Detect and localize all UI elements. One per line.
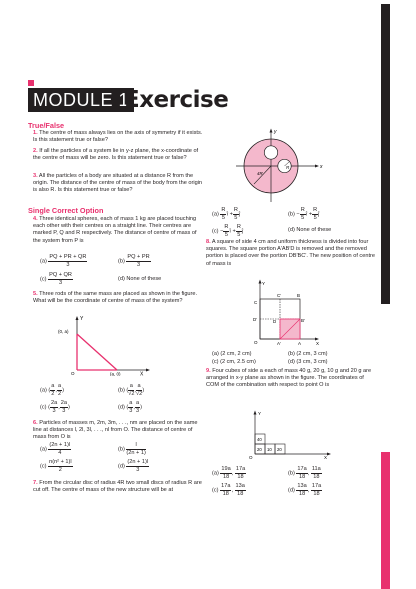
denominator: 3 bbox=[52, 407, 56, 414]
option-label: (b) bbox=[288, 470, 295, 477]
option-label: (d) bbox=[118, 463, 125, 470]
numerator: (2n + 1)l bbox=[127, 459, 149, 465]
y-arrow bbox=[270, 129, 273, 133]
denominator: 18 bbox=[237, 490, 244, 497]
numerator: R bbox=[221, 207, 226, 213]
q9-option-d: (d) $\frac{13a}{18}$ , $\frac{17a}{18}$ bbox=[288, 483, 322, 497]
numerator: PQ + PR + QR bbox=[49, 254, 87, 260]
q4-option-c bbox=[40, 272, 73, 286]
denominator: 3 bbox=[136, 261, 141, 268]
point-right-label: (a, 0) bbox=[110, 371, 121, 376]
numerator: 11a bbox=[311, 466, 321, 472]
denominator: 18 bbox=[313, 473, 320, 480]
denominator: 18 bbox=[237, 473, 244, 480]
fraction bbox=[48, 442, 71, 456]
q7-option-c: (c) − $\frac{R}{5}$ î + $\frac{R}{5}$ ĵ bbox=[212, 224, 244, 238]
label-c-prime: C′ bbox=[277, 293, 282, 298]
numerator: 17a bbox=[221, 483, 231, 489]
x-label: X bbox=[140, 371, 144, 376]
q7-disc-figure bbox=[228, 128, 338, 204]
fraction bbox=[220, 207, 226, 221]
numerator: 17a bbox=[235, 466, 246, 472]
question-number: 9. bbox=[206, 368, 211, 374]
fraction bbox=[126, 254, 150, 268]
sign: − bbox=[296, 211, 300, 218]
q7-option-a: (a) $\frac{R}{5}$ î + $\frac{R}{5}$ ĵ bbox=[212, 207, 241, 221]
question-number: 5. bbox=[33, 291, 38, 297]
question-1 bbox=[33, 130, 203, 144]
question-text: Particles of masses m, 2m, 3m, . . ., nm are placed on the same line at distances l, 2l, 3l, . . ., nl from O. The distance of centre of mass from O is bbox=[33, 420, 198, 441]
question-text: A square of side 4 cm and uniform thickness is divided into four squares. The square portion A′ABʹD is removed and the removed portion is placed over the portion DB′BC′. The new position of centre of mass is bbox=[206, 239, 375, 267]
question-text: All the particles of a body are situated at a distance R from the origin. The distance of the centre of mass of the body from the origin is also R. Is this statement true or false? bbox=[33, 173, 203, 194]
denominator: 3 bbox=[136, 466, 140, 473]
denominator: 3 bbox=[129, 407, 133, 414]
module-label: MODULE 1 bbox=[28, 88, 134, 112]
question-2 bbox=[33, 148, 203, 162]
q6-option-a bbox=[40, 442, 71, 456]
denominator: 18 bbox=[222, 490, 229, 497]
point-top-label: (0, a) bbox=[58, 329, 69, 334]
sign: + bbox=[229, 211, 233, 218]
q4-option-b bbox=[118, 254, 151, 268]
q4-option-a bbox=[40, 254, 87, 268]
y-label: Y bbox=[262, 281, 266, 286]
y-label: Y bbox=[80, 316, 84, 322]
numerator: a bbox=[137, 383, 141, 389]
question-4 bbox=[33, 216, 203, 245]
fraction bbox=[296, 466, 307, 480]
numerator: 2a bbox=[50, 400, 58, 406]
q5-option-a: (a) ( $\frac{a}{2}$ , $\frac{a}{2}$ ) bbox=[40, 383, 64, 397]
mass-3: 20 bbox=[277, 447, 282, 452]
option-label: (d) bbox=[118, 404, 125, 411]
numerator: 19a bbox=[221, 466, 231, 472]
question-text: From the circular disc of radius 4R two small discs of radius R are cut off. The centre of mass of the new structure will be at bbox=[33, 480, 202, 494]
fraction bbox=[235, 483, 246, 497]
numerator: R bbox=[313, 207, 318, 213]
fraction bbox=[48, 272, 73, 286]
question-number: 1. bbox=[33, 130, 38, 136]
diagonal-rod bbox=[77, 334, 117, 370]
option-label: (b) bbox=[288, 211, 295, 218]
question-number: 7. bbox=[33, 480, 38, 486]
fraction bbox=[48, 459, 73, 473]
fraction bbox=[312, 207, 318, 221]
section-single-correct: Single Correct Option bbox=[28, 206, 104, 215]
q5-option-b: (b) ( $\frac{a}{√2}$ , $\frac{a}{√2}$ ) bbox=[118, 383, 145, 397]
module-marker-square bbox=[28, 80, 34, 86]
denominator: (2n + 1) bbox=[126, 449, 146, 456]
origin-label: O bbox=[71, 371, 75, 376]
numerator: n(n² + 1)l bbox=[49, 459, 72, 465]
denominator: 2 bbox=[51, 390, 55, 397]
fraction bbox=[235, 466, 246, 480]
fraction bbox=[60, 400, 68, 414]
x-arrow bbox=[327, 453, 331, 456]
question-text: The centre of mass always lies on the axis of symmetry if it exists. Is this statement true or false? bbox=[33, 130, 203, 144]
question-text: Three rods of the same mass are placed as shown in the figure. What will be the coordinate of centre of mass of the system? bbox=[33, 291, 198, 305]
denominator: 3 bbox=[58, 279, 63, 286]
option-label: (a) bbox=[212, 211, 219, 218]
fraction bbox=[300, 207, 306, 221]
fraction bbox=[57, 383, 62, 397]
numerator: R bbox=[224, 224, 229, 230]
label-b: B bbox=[297, 293, 301, 298]
question-8 bbox=[206, 239, 378, 268]
radius-r-label: R bbox=[286, 165, 290, 170]
denominator: 5 bbox=[313, 214, 317, 221]
label-b-prime: B′ bbox=[301, 318, 305, 323]
mass-1: 20 bbox=[257, 447, 262, 452]
x-label: X bbox=[316, 341, 320, 346]
q8-square-figure bbox=[250, 279, 330, 347]
option-label: (a) bbox=[40, 446, 47, 453]
numerator: R bbox=[300, 207, 305, 213]
question-number: 8. bbox=[206, 239, 211, 245]
numerator: l bbox=[126, 442, 145, 450]
mass-2: 10 bbox=[267, 447, 272, 452]
question-text: Three identical spheres, each of mass 1 kg are placed touching each other with their centres on a straight line. Their centres are marked P, Q and R respectively. The distance of centre of mass of the system from P is bbox=[33, 216, 197, 244]
denominator: 2 bbox=[57, 390, 62, 397]
option-label: (b) bbox=[118, 387, 125, 394]
q8-option-a: (a) (2 cm, 2 cm) bbox=[212, 351, 252, 357]
fraction bbox=[311, 483, 322, 497]
denominator: 5 bbox=[237, 231, 241, 238]
denominator: 18 bbox=[313, 490, 320, 497]
numerator: R bbox=[233, 207, 238, 213]
fraction bbox=[223, 224, 229, 238]
y-label: y bbox=[274, 129, 277, 135]
numerator: 2a bbox=[60, 400, 67, 406]
cut-disc-top bbox=[264, 146, 277, 159]
denominator: 3 bbox=[62, 407, 66, 414]
x-label: X bbox=[324, 455, 328, 460]
fraction bbox=[311, 466, 322, 480]
q5-rods-figure bbox=[55, 314, 155, 376]
fraction bbox=[128, 383, 134, 397]
denominator: 5 bbox=[221, 214, 225, 221]
question-number: 3. bbox=[33, 173, 38, 179]
question-6 bbox=[33, 420, 203, 442]
fraction bbox=[136, 383, 142, 397]
question-9 bbox=[206, 368, 378, 390]
option-label: (c) bbox=[40, 463, 47, 470]
denominator: 18 bbox=[298, 490, 306, 497]
numerator: 17a bbox=[297, 466, 307, 472]
question-text: If all the particles of a system lie in y-z plane, the x-coordinate of the centre of mass will be zero. Is this statement true or false? bbox=[33, 148, 199, 162]
denominator: 5 bbox=[224, 231, 228, 238]
denominator: 5 bbox=[301, 214, 305, 221]
denominator: 4 bbox=[58, 449, 62, 456]
bottom-right-margin-bar bbox=[381, 452, 390, 589]
fraction bbox=[50, 400, 58, 414]
sign: + bbox=[308, 211, 313, 218]
exercise-title: Exercise bbox=[124, 87, 229, 113]
q9-option-b: (b) $\frac{17a}{18}$ , $\frac{11a}{18}$ bbox=[288, 466, 321, 480]
option-label: (c) bbox=[40, 404, 47, 411]
option-label: (c) bbox=[212, 487, 219, 494]
denominator: √2 bbox=[136, 390, 143, 397]
numerator: 13a bbox=[235, 483, 245, 489]
numerator: a bbox=[129, 400, 133, 406]
numerator: 17a bbox=[311, 483, 322, 489]
q9-cubes-figure bbox=[240, 410, 340, 460]
y-label: Y bbox=[258, 411, 262, 416]
fraction bbox=[128, 400, 133, 414]
option-label: (a) bbox=[40, 387, 47, 394]
q4-option-d: (d) None of these bbox=[118, 276, 162, 282]
fraction bbox=[48, 254, 87, 268]
label-d-prime: D′ bbox=[253, 317, 258, 322]
sign: + bbox=[232, 228, 236, 235]
denominator: √2 bbox=[128, 390, 135, 397]
fraction bbox=[135, 400, 140, 414]
question-number: 6. bbox=[33, 420, 38, 426]
numerator: a bbox=[51, 383, 55, 389]
q5-option-d: (d) ( $\frac{a}{3}$ , $\frac{a}{3}$ ) bbox=[118, 400, 142, 414]
label-o: O bbox=[254, 340, 258, 345]
fraction bbox=[233, 207, 239, 221]
option-label: (b) bbox=[118, 446, 125, 453]
q6-option-c bbox=[40, 459, 73, 473]
radius-4r-label: 4R bbox=[257, 171, 263, 176]
question-5 bbox=[33, 291, 203, 305]
denominator: 5 bbox=[234, 214, 238, 221]
q8-option-d: (d) (3 cm, 3 cm) bbox=[288, 359, 328, 365]
label-a-prime: A′ bbox=[277, 341, 281, 346]
top-right-margin-bar bbox=[381, 4, 390, 304]
numerator: a bbox=[57, 383, 62, 389]
option-label: (c) bbox=[40, 276, 47, 283]
q7-option-d: (d) None of these bbox=[288, 227, 332, 233]
option-label: (a) bbox=[40, 258, 47, 265]
q9-option-c: (c) $\frac{17a}{18}$ , $\frac{13a}{18}$ bbox=[212, 483, 245, 497]
label-c: C bbox=[254, 300, 258, 305]
option-label: (d) bbox=[288, 487, 295, 494]
denominator: 3 bbox=[66, 261, 70, 268]
q5-option-c: (c) ( $\frac{2a}{3}$ , $\frac{2a}{3}$ ) bbox=[40, 400, 70, 414]
fraction bbox=[220, 483, 231, 497]
label-d: D bbox=[273, 319, 277, 324]
option-label: (c) bbox=[212, 228, 219, 235]
y-arrow bbox=[76, 316, 79, 320]
question-7 bbox=[33, 480, 203, 494]
denominator: 18 bbox=[298, 473, 306, 480]
q8-option-b: (b) (2 cm, 3 cm) bbox=[288, 351, 328, 357]
question-number: 4. bbox=[33, 216, 38, 222]
mass-top: 40 bbox=[257, 437, 262, 442]
x-label: x bbox=[320, 164, 323, 170]
x-arrow bbox=[315, 165, 319, 168]
numerator: a bbox=[135, 400, 140, 406]
option-label: (a) bbox=[212, 470, 219, 477]
fraction bbox=[236, 224, 242, 238]
numerator: (2n + 1)l bbox=[49, 442, 71, 448]
sign: − bbox=[220, 228, 224, 235]
x-arrow bbox=[146, 369, 150, 372]
numerator: PQ + PR bbox=[127, 254, 150, 260]
numerator: PQ + QR bbox=[49, 272, 72, 278]
question-3 bbox=[33, 173, 203, 195]
fraction bbox=[126, 442, 145, 456]
fraction bbox=[126, 459, 149, 473]
numerator: 13a bbox=[297, 483, 307, 489]
question-text: Four cubes of side a each of mass 40 g, 20 g, 10 g and 20 g are arranged in x-y plane as shown in the figure. The coordinates of COM of the combination with respect to point O is bbox=[206, 368, 372, 389]
fraction bbox=[220, 466, 231, 480]
question-number: 2. bbox=[33, 148, 38, 154]
q8-option-c: (c) (2 cm, 2.5 cm) bbox=[212, 359, 256, 365]
denominator: 3 bbox=[135, 407, 140, 414]
option-label: (b) bbox=[118, 258, 125, 265]
q6-option-b bbox=[118, 442, 146, 456]
denominator: 2 bbox=[58, 466, 62, 473]
section-true-false: True/False bbox=[28, 121, 65, 130]
origin-label: O bbox=[249, 455, 253, 460]
q6-option-d bbox=[118, 459, 149, 473]
denominator: 18 bbox=[222, 473, 230, 480]
label-a: A bbox=[298, 341, 302, 346]
q9-option-a: (a) $\frac{19a}{18}$ , $\frac{17a}{18}$ bbox=[212, 466, 246, 480]
fraction bbox=[296, 483, 307, 497]
numerator: R bbox=[236, 224, 241, 230]
numerator: a bbox=[129, 383, 133, 389]
q7-option-b: (b) − $\frac{R}{5}$ î + $\frac{R}{5}$ ĵ bbox=[288, 207, 320, 221]
y-arrow bbox=[254, 411, 257, 415]
fraction bbox=[50, 383, 55, 397]
